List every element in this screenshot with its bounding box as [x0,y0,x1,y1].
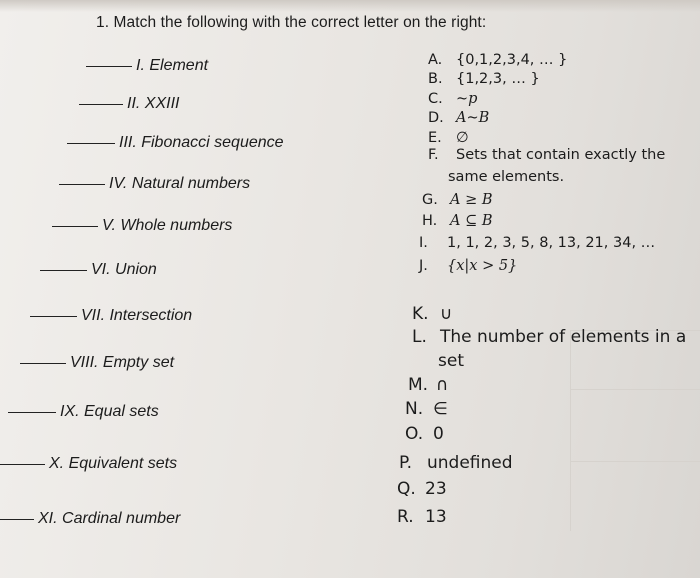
choice-r: R. 13 [397,507,447,527]
choice-h: H. A ⊆ B [422,213,493,229]
left-item-label: VI. Union [91,261,157,278]
left-item-label: IX. Equal sets [60,403,159,420]
left-item-label: IV. Natural numbers [109,175,251,192]
answer-blank-1[interactable] [86,66,132,67]
choice-e: E. ∅ [428,130,469,146]
answer-blank-6[interactable] [40,270,87,271]
page-edge-shadow [0,0,700,12]
left-item-10 [0,455,177,473]
answer-blank-9[interactable] [8,412,56,413]
left-item-label: I. Element [136,57,209,74]
question-title: 1. Match the following with the correct letter on the right: [96,14,487,31]
left-item-4 [59,175,250,193]
choice-c: C. ~p [428,91,478,107]
faint-table-outline [570,330,700,531]
answer-blank-7[interactable] [30,316,77,317]
choice-k: K. ∪ [412,304,453,324]
left-item-11 [0,510,180,528]
answer-blank-3[interactable] [67,143,115,144]
choice-b: B. {1,2,3, … } [428,71,540,87]
answer-blank-4[interactable] [59,184,105,185]
left-item-7 [30,307,192,325]
choice-a: A. {0,1,2,3,4, … } [428,52,568,68]
left-item-label: VII. Intersection [81,307,193,324]
choice-g: G. A ≥ B [422,192,493,208]
left-item-8 [20,354,174,372]
left-item-label: II. XXIII [127,95,180,112]
answer-blank-5[interactable] [52,226,98,227]
left-item-3 [67,134,284,152]
left-item-2 [79,95,179,113]
choice-o: O. 0 [405,424,444,444]
choice-l: L. The number of elements in a [412,327,687,347]
choice-n: N. ∈ [405,399,448,419]
choice-l-continuation: set [438,351,464,371]
left-item-label: X. Equivalent sets [49,455,178,472]
answer-blank-10[interactable] [0,464,45,465]
choice-f-continuation: same elements. [448,169,565,185]
left-item-5 [52,217,232,235]
left-item-label: XI. Cardinal number [38,510,181,527]
choice-f: F. Sets that contain exactly the [428,147,666,163]
choice-d: D. A~B [428,110,490,126]
choice-j: J. {x|x > 5} [419,258,518,274]
left-item-label: III. Fibonacci sequence [119,134,284,151]
left-item-label: VIII. Empty set [70,354,175,371]
answer-blank-11[interactable] [0,519,34,520]
answer-blank-2[interactable] [79,104,123,105]
left-item-9 [8,403,159,421]
answer-blank-8[interactable] [20,363,66,364]
left-item-label: V. Whole numbers [102,217,233,234]
choice-q: Q. 23 [397,479,447,499]
choice-p: P. undefined [399,453,513,473]
left-item-1 [86,57,208,75]
choice-m: M. ∩ [408,375,449,395]
choice-i: I. 1, 1, 2, 3, 5, 8, 13, 21, 34, … [419,235,656,251]
left-item-6 [40,261,157,279]
